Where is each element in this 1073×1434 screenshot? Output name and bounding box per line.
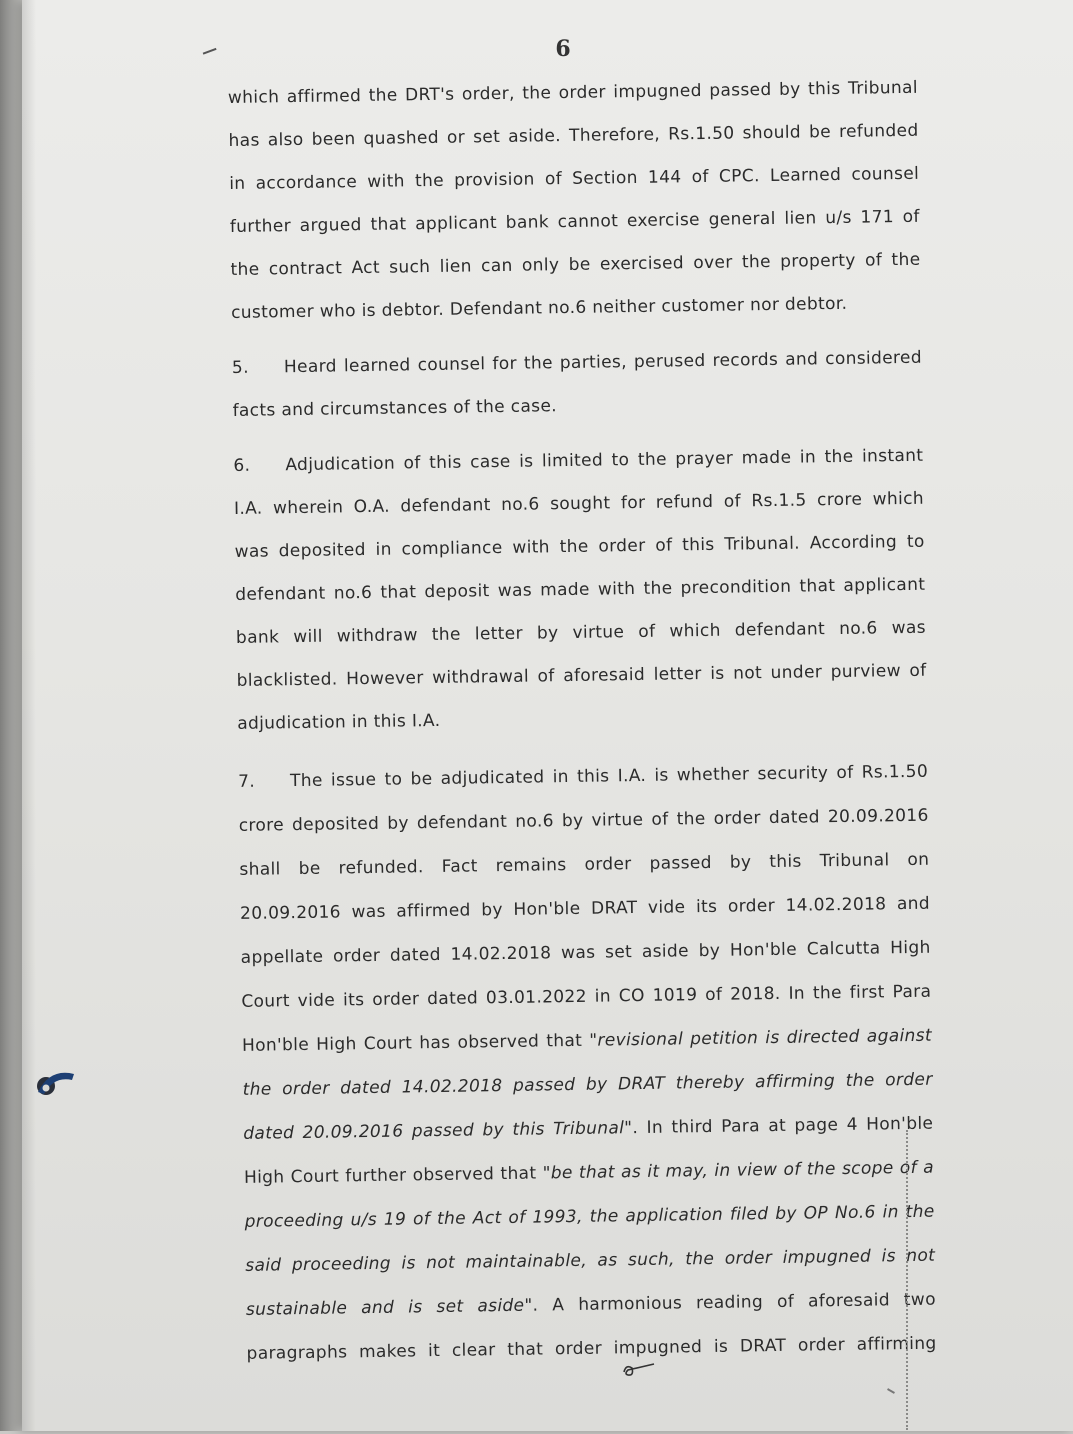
text-line: High Court further observed that "be that as it may, in view of the scope of a [243,1157,935,1188]
text-line: shall be refunded. Fact remains order passed by this Tribunal on [239,849,930,880]
text-line: customer who is debtor. Defendant no.6 neither customer nor debtor. [231,293,848,323]
text-line: appellate order dated 14.02.2018 was set aside by Hon'ble Calcutta High [240,937,931,968]
text-line: defendant no.6 that deposit was made with the precondition that applicant [235,574,926,605]
text-line: has also been quashed or set aside. Therefore, Rs.1.50 should be refunded [228,120,919,151]
initials-signature [620,1358,656,1380]
text-line: blacklisted. However withdrawal of aforesaid letter is not under purview of [236,660,927,691]
text-line: dated 20.09.2016 passed by this Tribunal". In third Para at page 4 Hon'ble [243,1113,934,1144]
paragraph-number: 6. [233,455,251,476]
text-line: further argued that applicant bank cannot exercise general lien u/s 171 of [229,206,920,237]
paragraph-number: 7. [237,771,256,792]
text-line: was deposited in compliance with the order of this Tribunal. According to [234,531,925,562]
paragraph-5-line: 5. Heard learned counsel for the parties, perused records and considered [231,347,923,378]
text-line: facts and circumstances of the case. [232,396,558,421]
quoted-line: said proceeding is not maintainable, as such, the order impugned is not [245,1245,936,1276]
paragraph-7-line: 7. The issue to be adjudicated in this I.A. is whether security of Rs.1.50 [237,761,929,792]
paragraph-number: 5. [231,357,250,378]
quoted-line: proceeding u/s 19 of the Act of 1993, the application filed by OP No.6 in the [244,1201,935,1232]
text-line: the contract Act such lien can only be exercised over the property of the [230,249,921,280]
page-number: 6 [555,36,571,62]
text-line: crore deposited by defendant no.6 by virtue of the order dated 20.09.2016 [238,805,929,836]
text-line: bank will withdraw the letter by virtue of which defendant no.6 was [235,617,927,648]
quoted-line: the order dated 14.02.2018 passed by DRAT thereby affirming the order [242,1069,933,1100]
margin-dotted-line [906,1130,910,1430]
text-line: in accordance with the provision of Section 144 of CPC. Learned counsel [229,163,920,194]
paragraph-6-line: 6. Adjudication of this case is limited to the prayer made in the instant [233,445,924,476]
text-line: Hon'ble High Court has observed that "revisional petition is directed against [241,1025,933,1056]
text-line: 20.09.2016 was affirmed by Hon'ble DRAT vide its order 14.02.2018 and [239,893,931,924]
text-line: which affirmed the DRT's order, the order impugned passed by this Tribunal [227,77,919,108]
text-line: I.A. wherein O.A. defendant no.6 sought for refund of Rs.1.5 crore which [233,488,925,519]
text-line: Court vide its order dated 03.01.2022 in CO 1019 of 2018. In the first Para [241,981,932,1012]
text-line: paragraphs makes it clear that order impugned is DRAT order affirming [246,1333,937,1364]
text-line: sustainable and is set aside". A harmonious reading of aforesaid two [245,1289,937,1320]
text-line: adjudication in this I.A. [237,710,441,734]
